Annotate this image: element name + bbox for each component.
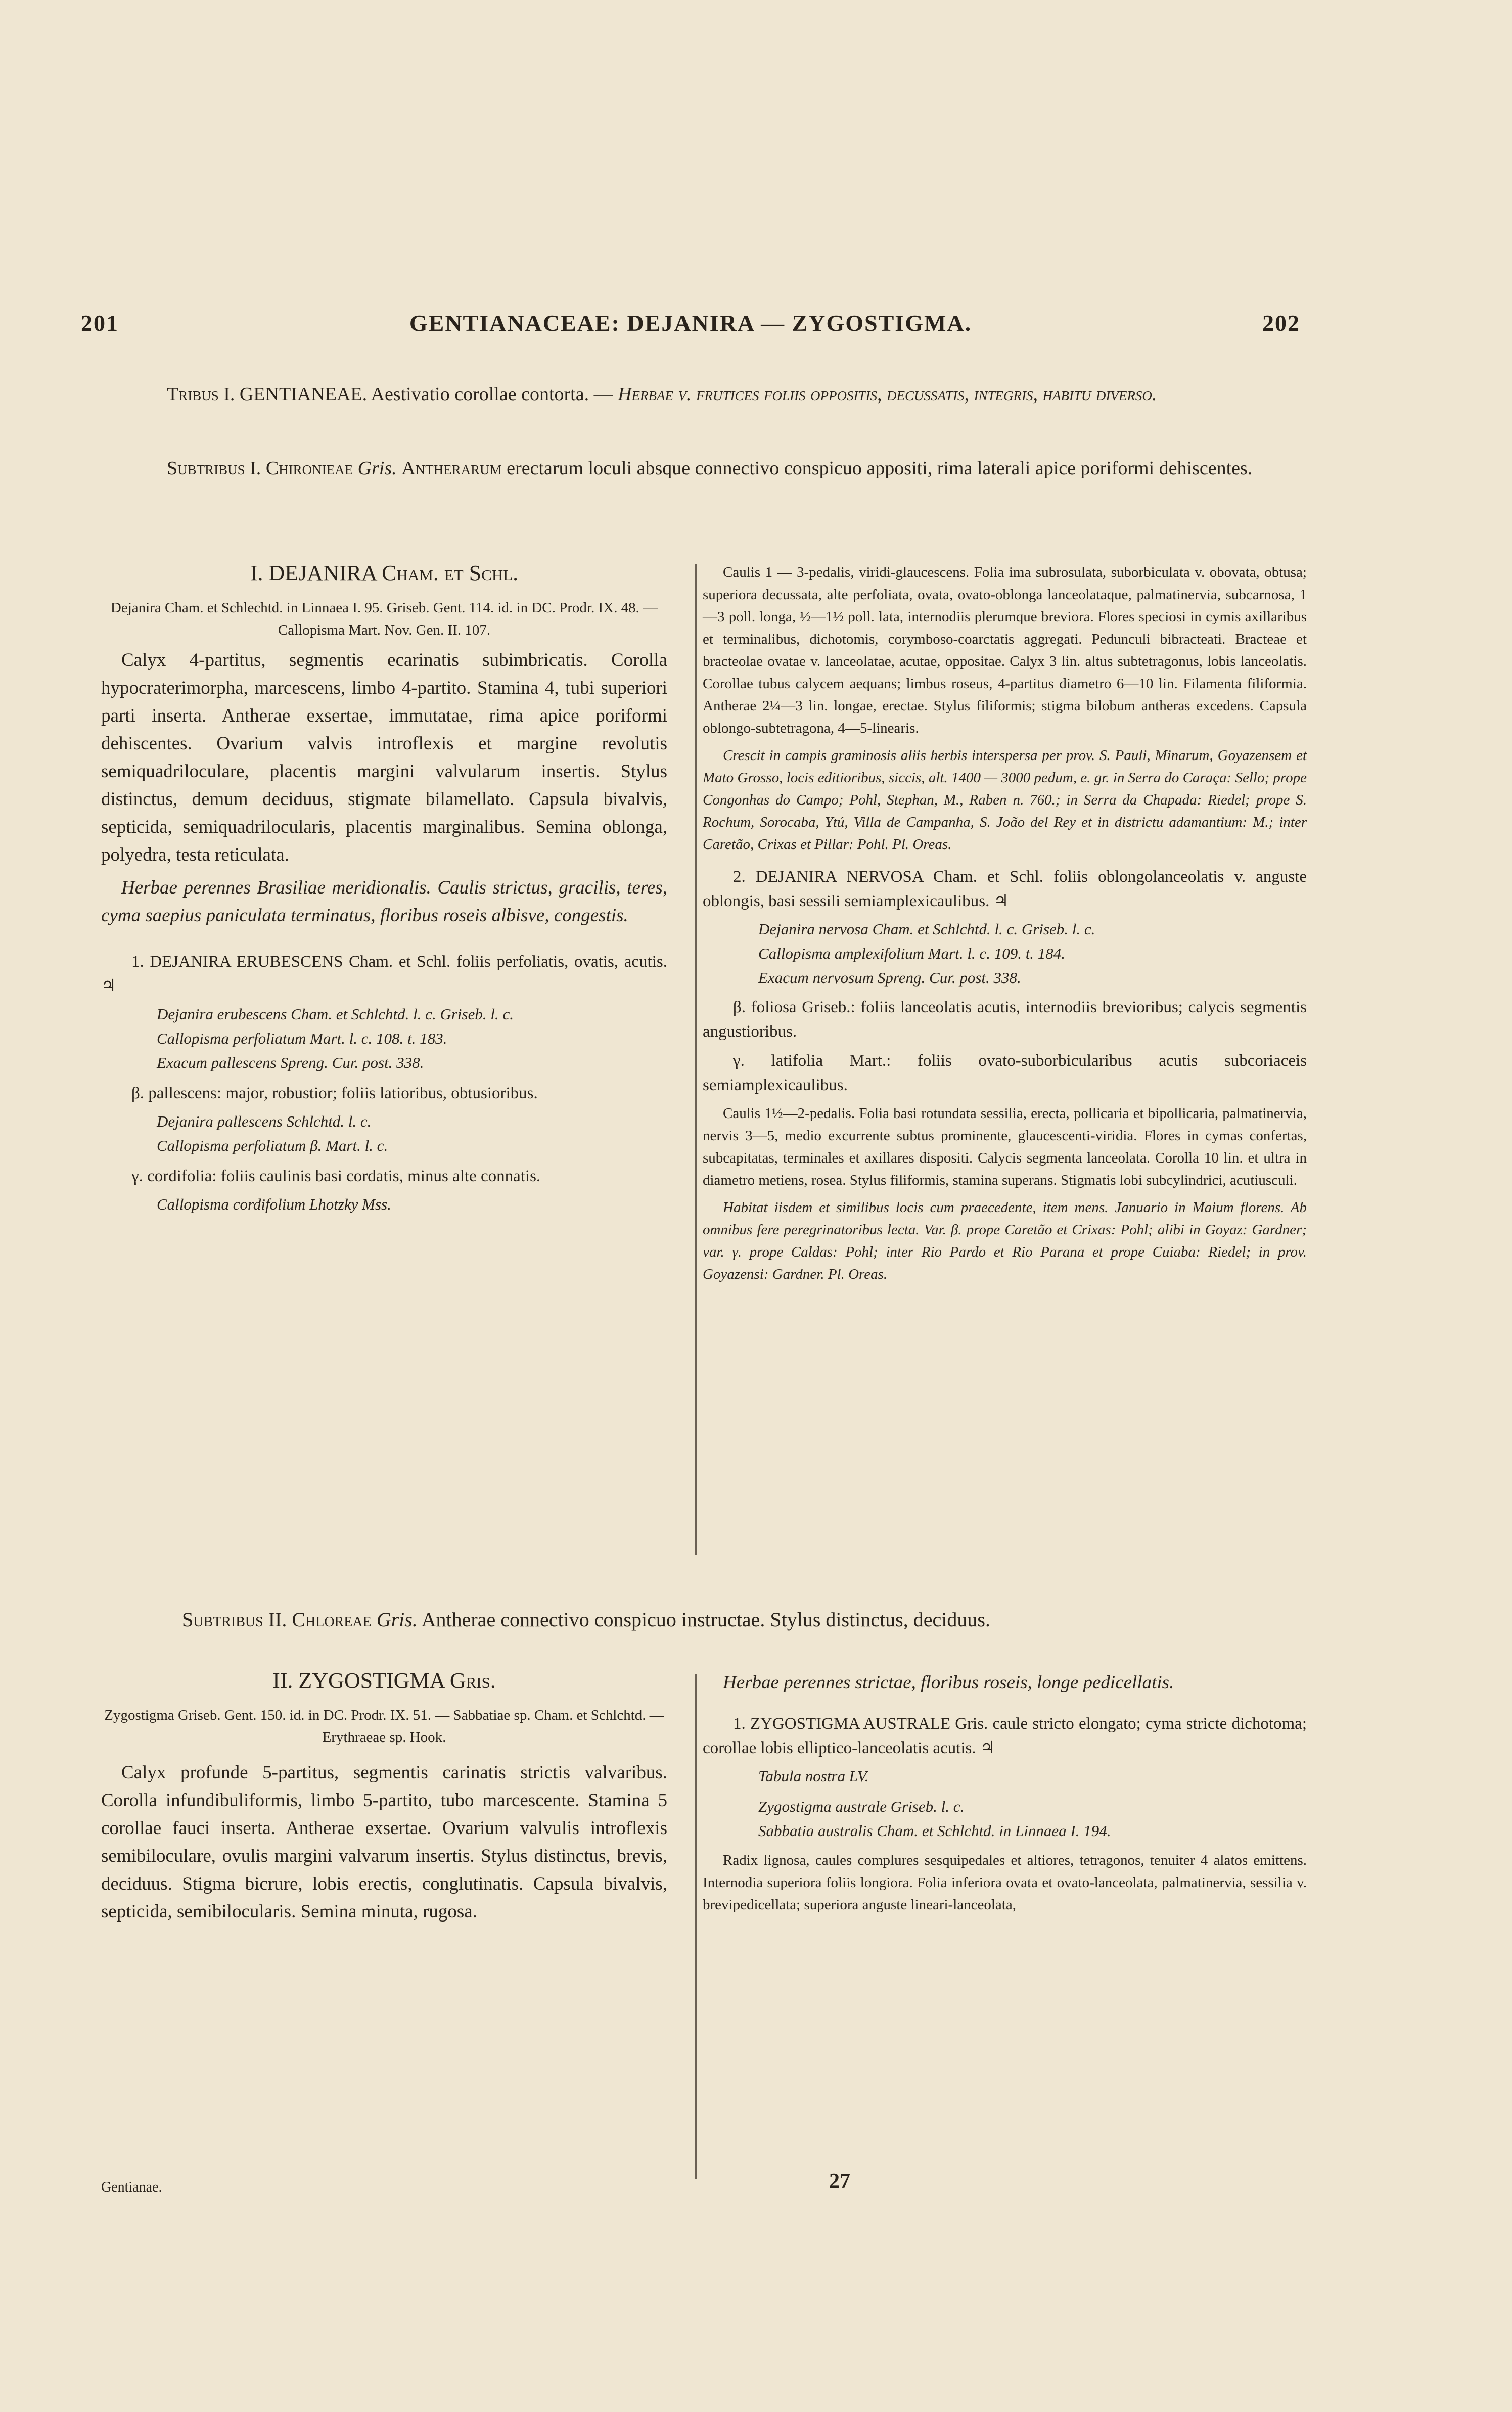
dejanira-right-desc: Caulis 1 — 3-pedalis, viridi-glaucescens. Folia ima subrosulata, suborbiculata v. obovata, obtusa; superiora decussata, alte perfoliata, ovata, ovato-oblonga lanceolataque, palmatinervia, subcarnosa, 1—3 poll. longa, ½—1½ poll. lata, internodiis plerumque breviora. Flores speciosi in cymis axillaribus et terminalibus, dichotomis, corymboso-coarctatis aggregati. Pedunculi bibracteati. Bracteae et bracteolae ovatae v. lanceolatae, acutae, oppositae. Calyx 3 lin. altus subtetragonus, lobis lanceolatis. Corollae tubus calycem aequans; limbus roseus, 4-partitus diametro 6—10 lin. Filamenta filiformia. Antherae 2¼—3 lin. longae, erectae. Stylus filiformis; stigma bilobum antheras excedens. Capsula oblongo-subtetragona, 4—5-linearis. [703,564,1307,736]
dejanira-synonymy: Dejanira Cham. et Schlechtd. in Linnaea I. 95. Griseb. Gent. 114. id. in DC. Prodr. IX. 48. — Callopisma Mart. Nov. Gen. II. 107. [110,600,658,638]
dejanira-sp2-gamma: γ. latifolia Mart.: foliis ovato-suborbicularibus acutis subcoriaceis semiamplexicaulibus. [703,1052,1307,1094]
tribus-paragraph [167,380,1304,409]
dejanira-habit: Herbae perennes Brasiliae meridionalis. Caulis strictus, gracilis, teres, cyma saepius paniculata terminatus, floribus roseis albisve, congestis. [101,877,667,926]
dejanira-sp2-syn-1: Callopisma amplexifolium Mart. l. c. 109. t. 184. [758,945,1066,962]
dejanira-right-column [703,561,1307,1290]
page-header [81,309,1300,345]
dejanira-sp1-head: 1. DEJANIRA ERUBESCENS Cham. et Schl. foliis perfoliatis, ovatis, acutis. ♃ [101,953,667,995]
dejanira-sp2-desc: Caulis 1½—2-pedalis. Folia basi rotundata sessilia, erecta, pollicaria et bipollicaria, palmatinervia, nervis 3—5, medio excurrente subtus prominente, glaucescenti-viridia. Flores in cymas confertas, subcapitatas, terminales et axillares dispositi. Calycis segmenta lanceolata. Corolla 10 lin. et ultra in diametro metiens, rosea. Stylus filiformis, stamina superans. Stigmatis lobi subcylindrici, acutiusculi. [703,1105,1307,1188]
subtribus1-label: Subtribus I. [167,458,261,479]
dejanira-genus-title [101,561,667,586]
tribus-name: GENTIANEAE. [239,384,368,405]
subtribus2-name: Chloreae [292,1608,372,1631]
dejanira-sp2-syn-2: Exacum nervosum Spreng. Cur. post. 338. [758,969,1021,987]
subtribus2-auth: Gris. [376,1608,418,1631]
dejanira-sp1-syn-2: Exacum pallescens Spreng. Cur. post. 338. [157,1054,424,1071]
dejanira-sp1-gamma-syn: Callopisma cordifolium Lhotzky Mss. [157,1195,391,1213]
zygostigma-sp1-head: 1. ZYGOSTIGMA AUSTRALE Gris. caule stricto elongato; cyma stricte dichotoma; corollae lobis elliptico-lanceolatis acutis. ♃ [703,1715,1307,1757]
column-divider-bottom [695,1674,697,2179]
dejanira-sp2-habitat: Habitat iisdem et similibus locis cum praecedente, item mens. Januario in Maium florens. Ab omnibus fere peregrinatoribus lecta. Var. β. prope Caretão et Crixas: Pohl; alibi in Goyaz: Gardner; var. γ. prope Caldas: Pohl; inter Rio Pardo et Rio Parana et prope Cuiaba: Riedel; in prov. Goyazensi: Gardner. Pl. Oreas. [703,1199,1307,1282]
zygostigma-tabula: Tabula nostra LV. [758,1767,869,1785]
dejanira-sp2-head: 2. DEJANIRA NERVOSA Cham. et Schl. foliis oblongolanceolatis v. anguste oblongis, basi sessili semiamplexicaulibus. ♃ [703,868,1307,910]
footer-signature-left: Gentianae. [101,2179,162,2195]
page-number-left: 201 [81,310,119,336]
dejanira-sp1-gamma: γ. cordifolia: foliis caulinis basi cordatis, minus alte connatis. [131,1167,541,1185]
page-number-right: 202 [1262,310,1300,336]
zygostigma-sp1-desc: Radix lignosa, caules complures sesquipedales et altiores, tetragonos, tenuiter 4 alatos emittens. Internodia superiora foliis longiora. Folia inferiora ovata et ovato-lanceolata, palmatinervia, sessilia v. brevipedicellata; superiora anguste lineari-lanceolata, [703,1852,1307,1913]
dejanira-sp1-beta-syn-1: Callopisma perfoliatum β. Mart. l. c. [157,1137,388,1154]
zygostigma-sp1-syn-0: Zygostigma australe Griseb. l. c. [758,1798,965,1815]
dejanira-sp1-syn-0: Dejanira erubescens Cham. et Schlchtd. l. c. Griseb. l. c. [157,1005,514,1023]
dejanira-sp2-syn-0: Dejanira nervosa Cham. et Schlchtd. l. c. Griseb. l. c. [758,920,1095,938]
subtribus2-text: Antherae connectivo conspicuo instructae. Stylus distinctus, deciduus. [421,1608,990,1631]
column-divider-top [695,564,697,1555]
dejanira-title-auth: Cham. et Schl. [382,561,519,586]
dejanira-sp1-beta-syn-0: Dejanira pallescens Schlchtd. l. c. [157,1112,372,1130]
zygostigma-sp1-syn-1: Sabbatia australis Cham. et Schlchtd. in Linnaea I. 194. [758,1822,1111,1840]
dejanira-description: Calyx 4-partitus, segmentis ecarinatis subimbricatis. Corolla hypocraterimorpha, marcescens, limbo 4-partito. Stamina 4, tubi superiori parti inserta. Antherae exsertae, immutatae, rima apice poriformi dehiscentes. Ovarium valvis introflexis et margine revolutis semiquadriloculare, placentis margini valvularum insertis. Stylus distinctus, demum deciduus, stigmate bilamellato. Capsula bivalvis, septicida, semiquadrilocularis, placentis marginalibus. Semina oblonga, polyedra, testa reticulata. [101,650,667,865]
zygostigma-synonymy: Zygostigma Griseb. Gent. 150. id. in DC. Prodr. IX. 51. — Sabbatiae sp. Cham. et Schlchtd. — Erythraeae sp. Hook. [104,1707,664,1746]
dejanira-right-habitat: Crescit in campis graminosis aliis herbis interspersa per prov. S. Pauli, Minarum, Goyazensem et Mato Grosso, locis editioribus, siccis, alt. 1400 — 3000 pedum, e. gr. in Serra do Caraça: Sello; prope Congonhas do Campo; Pohl, Stephan, M., Raben n. 760.; in Serra da Chapada: Riedel; prope S. Rochum, Sorocaba, Ytú, Villa de Campanha, S. João del Rey et in districtu adamantium: M.; inter Caretão, Crixas et Pillar: Pohl. Pl. Oreas. [703,747,1307,853]
zygostigma-title-auth: Gris. [449,1668,496,1693]
zygostigma-habit: Herbae perennes strictae, floribus roseis, longe pedicellatis. [723,1672,1174,1693]
tribus-herbae: Herbae v. frutices foliis oppositis, decussatis, integris, habitu diverso. [618,384,1157,405]
dejanira-sp1-syn-1: Callopisma perfoliatum Mart. l. c. 108. t. 183. [157,1030,447,1047]
dejanira-sp1-beta: β. pallescens: major, robustior; foliis latioribus, obtusioribus. [131,1084,538,1102]
subtribus2-label: Subtribus II. [182,1608,287,1631]
dejanira-sp2-beta: β. foliosa Griseb.: foliis lanceolatis acutis, internodiis brevioribus; calycis segmentis angustioribus. [703,998,1307,1041]
zygostigma-description: Calyx profunde 5-partitus, segmentis carinatis strictis valvaribus. Corolla infundibuliformis, limbo 5-partito, tubo marcescente. Stamina 5 corollae fauci inserta. Antherae exsertae. Ovarium valvulis introflexis semibiloculare, ovulis margini valvarum insertis. Stylus distinctus, brevis, deciduus. Stigma bicrure, lobis erectis, conglutinatis. Capsula bivalvis, septicida, semibilocularis. Semina minuta, rugosa. [101,1762,667,1922]
zygostigma-left-column [101,1669,667,1931]
footer-signature-number: 27 [829,2170,850,2193]
subtribus1-auth: Gris. [357,458,397,479]
zygostigma-genus-title [101,1669,667,1693]
subtribus2-paragraph [182,1605,1314,1634]
subtribus1-paragraph [167,454,1304,482]
subtribus1-name: Chironieae [265,458,353,479]
tribus-label: Tribus I. [167,384,235,405]
zygostigma-title: II. ZYGOSTIGMA [272,1668,444,1693]
dejanira-left-column [101,561,667,1218]
tribus-text: Aestivatio corollae contorta. — [371,384,613,405]
subtribus1-text: erectarum loculi absque connectivo conspicuo appositi, rima laterali apice poriformi dehiscentes. [507,458,1253,479]
subtribus1-antherarum: Antherarum [401,458,502,479]
dejanira-title: I. DEJANIRA [250,561,377,586]
zygostigma-right-column [703,1669,1307,1921]
running-title: GENTIANACEAE: DEJANIRA — ZYGOSTIGMA. [409,310,972,336]
